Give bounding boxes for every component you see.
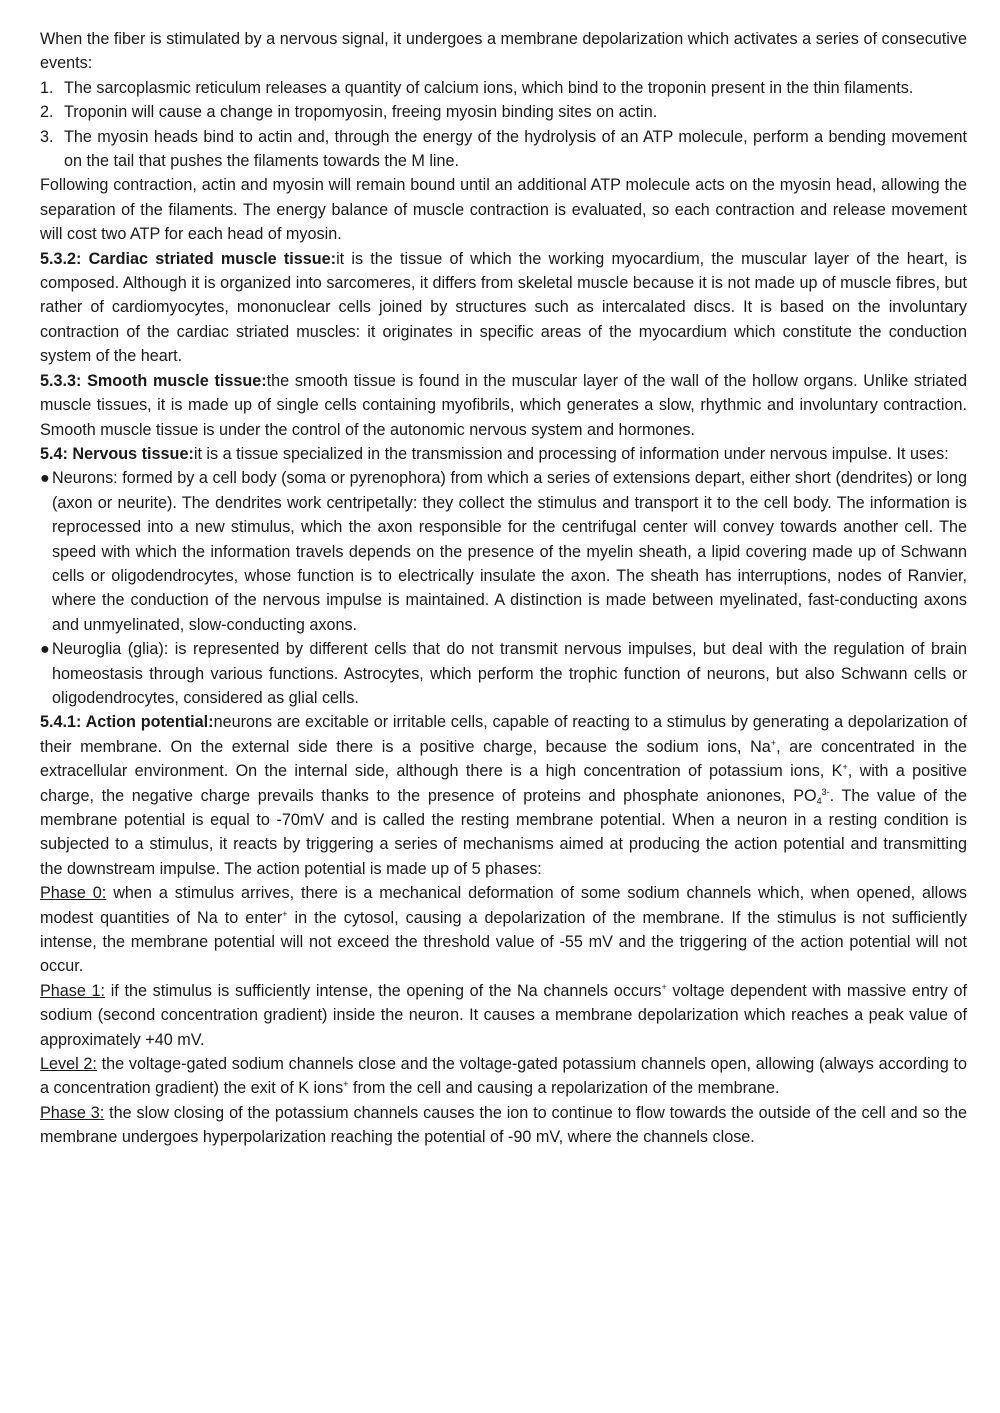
section-heading: 5.4: Nervous tissue:: [40, 444, 194, 463]
section-text: , with a positive charge, the negative charge prevails thanks to the presence of proteins and phosphate anionones, PO: [40, 762, 967, 805]
list-number: 1.: [40, 78, 54, 97]
phase-text: in the cytosol, causing a depolarization of the membrane. If the stimulus is not sufficiently intense, the membrane potential will not exceed the threshold value of -55 mV and the triggering of the action potential will not occur.: [40, 908, 967, 976]
cardiac-section: [40, 247, 967, 369]
phase-paragraph: [40, 979, 967, 1052]
list-number: 3.: [40, 127, 54, 146]
section-heading: 5.4.1: Action potential:: [40, 713, 214, 732]
phase-text: from the cell and causing a repolarization of the membrane.: [348, 1079, 780, 1098]
phase-label: Phase 1:: [40, 981, 106, 1000]
bullet-icon: ●: [40, 469, 50, 488]
bullet-item: [40, 637, 967, 710]
section-text: the smooth tissue is found in the muscular layer of the wall of the hollow organs. Unlike striated muscle tissues, it is made up of single cells containing myofibrils, which generates a slow, rhythmic and involuntary contraction. Smooth muscle tissue is under the control of the autonomic nervous system and hormones.: [40, 371, 968, 439]
superscript: 3-: [821, 786, 830, 797]
section-heading: 5.3.3: Smooth muscle tissue:: [40, 371, 267, 390]
phase-paragraph: [40, 881, 967, 979]
phase-label: Phase 3:: [40, 1103, 105, 1122]
action-potential-section: [40, 710, 967, 881]
nervous-bullets: [40, 466, 967, 710]
phase-text: voltage dependent with massive entry of sodium (second concentration gradient) inside the neuron. It causes a membrane depolarization which reaches a peak value of approximately +40 mV.: [40, 981, 968, 1049]
bullet-text: Neuroglia (glia): is represented by different cells that do not transmit nervous impulses, but deal with the regulation of brain homeostasis through various functions. Astrocytes, which perform the trophic function of neurons, but also Schwann cells or oligodendrocytes, considered as glial cells.: [52, 640, 967, 707]
superscript: +: [661, 981, 667, 992]
superscript: +: [343, 1079, 349, 1090]
after-contraction-paragraph: Following contraction, actin and myosin will remain bound until an additional ATP molecule acts on the myosin head, allowing the separation of the filaments. The energy balance of muscle contraction is evaluated, so each contraction and release movement will cost two ATP for each head of myosin.: [40, 176, 967, 244]
superscript: +: [770, 737, 777, 748]
phase-text: the slow closing of the potassium channels causes the ion to continue to flow towards the outside of the cell and so the membrane undergoes hyperpolarization reaching the potential of -90 mV, where the channels close.: [40, 1103, 967, 1147]
intro-paragraph: When the fiber is stimulated by a nervous signal, it undergoes a membrane depolarization which activates a series of consecutive events:: [40, 30, 967, 73]
phase-label: Phase 0:: [40, 884, 107, 903]
list-item: [40, 100, 967, 124]
section-text: it is a tissue specialized in the transmission and processing of information under nervous impulse. It uses:: [193, 444, 949, 463]
section-text: it is the tissue of which the working myocardium, the muscular layer of the heart, is composed. Although it is organized into sarcomeres, it differs from skeletal muscle because it is not made up of muscle fibres, but rather of cardiomyocytes, mononuclear cells joined by structures such as intercalated discs. It is based on the involuntary contraction of the cardiac striated muscles: it originates in specific areas of the myocardium which constitute the conduction system of the heart.: [40, 249, 968, 366]
phase-text: if the stimulus is sufficiently intense, the opening of the Na channels occurs: [105, 981, 662, 1000]
phase-label: Level 2:: [40, 1055, 97, 1074]
bullet-text: Neurons: formed by a cell body (soma or pyrenophora) from which a series of extensions depart, either short (dendrites) or long (axon or neurite). The dendrites work centripetally: they collect the stimulus and transport it to the cell body. The information is reprocessed into a new stimulus, which the axon responsible for the centrifugal center will convey towards another cell. The speed with which the information travels depends on the presence of the myelin sheath, a lipid covering made up of Schwann cells or oligodendrocytes, whose function is to electrically insulate the axon. The sheath has interruptions, nodes of Ranvier, where the conduction of the nervous impulse is maintained. A distinction is made between myelinated, fast-conducting axons and unmyelinated, slow-conducting axons.: [52, 469, 967, 634]
smooth-section: [40, 369, 967, 442]
phase-paragraph: [40, 1101, 967, 1150]
section-text: , are concentrated in the extracellular environment. On the internal side, although there is a high concentration of potassium ions, K: [40, 737, 967, 781]
bullet-icon: ●: [40, 640, 50, 659]
list-text: The myosin heads bind to actin and, through the energy of the hydrolysis of an ATP molecule, perform a bending movement on the tail that pushes the filaments towards the M line.: [64, 127, 967, 171]
list-text: The sarcoplasmic reticulum releases a quantity of calcium ions, which bind to the troponin present in the thin filaments.: [64, 78, 914, 97]
phase-paragraph: [40, 1052, 967, 1101]
list-number: 2.: [40, 103, 54, 122]
nervous-section: [40, 442, 967, 466]
document-page: [40, 27, 967, 1150]
superscript: +: [282, 908, 288, 919]
subscript: 4: [816, 795, 822, 806]
section-text: neurons are excitable or irritable cells, capable of reacting to a stimulus by generating a depolarization of their membrane. On the external side there is a positive charge, because the sodium ions, Na: [40, 713, 967, 756]
bullet-item: [40, 466, 967, 637]
section-text: . The value of the membrane potential is equal to -70mV and is called the resting membrane potential. When a neuron in a resting condition is subjected to a stimulus, it reacts by triggering a series of mechanisms aimed at producing the action potential and transmitting the downstream impulse. The action potential is made up of 5 phases:: [40, 786, 967, 878]
phase-text: the voltage-gated sodium channels close and the voltage-gated potassium channels open, allowing (always according to a concentration gradient) the exit of K ions: [40, 1055, 967, 1098]
phase-text: when a stimulus arrives, there is a mechanical deformation of some sodium channels which, when opened, allows modest quantities of Na to enter: [40, 884, 967, 927]
superscript: +: [842, 762, 848, 773]
list-item: [40, 125, 967, 174]
section-heading: 5.3.2: Cardiac striated muscle tissue:: [40, 249, 337, 268]
list-item: [40, 76, 967, 100]
list-text: Troponin will cause a change in tropomyosin, freeing myosin binding sites on actin.: [64, 103, 658, 122]
events-list: [40, 76, 967, 174]
